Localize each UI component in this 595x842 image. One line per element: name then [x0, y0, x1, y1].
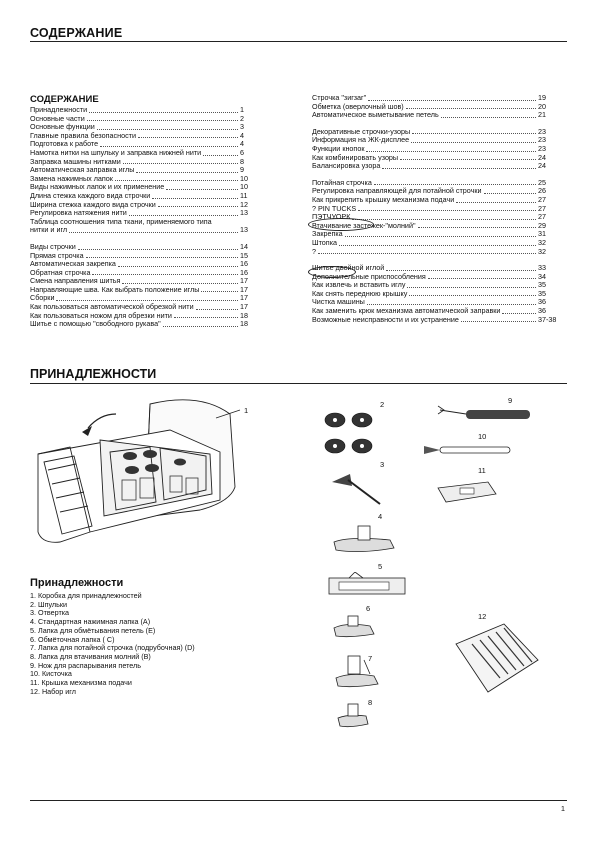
toc-entry-title: Чистка машины [312, 297, 365, 307]
toc-leader-dots [122, 283, 238, 284]
toc-entry-page: 16 [240, 259, 248, 269]
toc-entry-title: Как пользоваться ножом для обрезки нити [30, 310, 172, 320]
toc-leader-dots [174, 317, 238, 318]
toc-leader-dots [100, 146, 238, 147]
blind-hem-foot-illustration [330, 650, 385, 690]
section-rule [30, 383, 567, 384]
overcasting-foot-illustration [330, 612, 380, 642]
toc-entry[interactable] [312, 162, 562, 171]
toc-leader-dots [412, 133, 536, 134]
callout-7: 7 [368, 654, 373, 663]
toc-leader-dots [368, 100, 536, 101]
toc-leader-dots [196, 309, 238, 310]
toc-entry-title: Возможные неисправности и их устранение [312, 314, 459, 324]
toc-entry-page: 15 [240, 250, 248, 260]
toc-entry-title: Заправка машины нитками [30, 156, 121, 166]
bobbins-illustration [322, 410, 382, 460]
toc-entry-page: 36 [538, 297, 546, 307]
toc-entry-page: 27 [538, 194, 546, 204]
toc-leader-dots [374, 184, 536, 185]
toc-entry-page: 23 [538, 143, 546, 153]
needle-set-illustration [452, 620, 542, 700]
toc-entry-page: 13 [240, 225, 248, 235]
toc-leader-dots [201, 291, 238, 292]
toc-entry-page: 36 [538, 306, 546, 316]
accessory-item: 2. Шпульки [30, 599, 68, 609]
toc-entry[interactable] [30, 286, 264, 295]
accessories-section-title: ПРИНАДЛЕЖНОСТИ [30, 367, 157, 381]
toc-entry-page: 6 [240, 147, 244, 157]
toc-entry[interactable] [312, 248, 562, 257]
toc-entry-title: Направляющие шва. Как выбрать положение иглы [30, 284, 200, 294]
toc-entry-title: Строчка "зигзаг" [312, 93, 367, 102]
toc-leader-dots [407, 287, 536, 288]
toc-entry-page: 29 [538, 220, 546, 230]
page-number: 1 [560, 804, 565, 813]
toc-entry-title: Обратная строчка [30, 267, 91, 277]
toc-entry-title: Как снять переднюю крышку [312, 288, 408, 298]
toc-leader-dots [87, 120, 238, 121]
toc-entry-title: Автоматическое выметывание петель [312, 110, 439, 120]
toc-entry[interactable] [312, 316, 562, 325]
toc-entry-title: Обметка (оверлочный шов) [312, 101, 404, 111]
toc-entry-page: 8 [240, 156, 244, 166]
toc-entry-page: 35 [538, 288, 546, 298]
toc-leader-dots [400, 159, 536, 160]
header-rule [30, 41, 567, 42]
toc-entry-title: Автоматическая закрепка [30, 259, 116, 269]
toc-entry-title: Автоматическая заправка иглы [30, 165, 135, 175]
toc-entry-page: 14 [240, 241, 248, 251]
toc-entry-title: Сборки [30, 293, 55, 303]
brush-illustration [420, 440, 520, 460]
accessory-item: 7. Лапка для потайной строчка (подрубочная) (D) [30, 643, 195, 653]
toc-entry-page: 26 [538, 186, 546, 196]
toc-leader-dots [123, 163, 238, 164]
toc-leader-dots [339, 245, 536, 246]
callout-3: 3 [380, 460, 385, 469]
toc-entry-page: 17 [240, 284, 248, 294]
toc-entry-title: Принадлежности [30, 105, 88, 114]
toc-entry-title: Втачивание застежек-"молний" [312, 220, 416, 230]
toc-entry-page: 32 [538, 237, 546, 247]
toc-entry-page: 32 [538, 246, 546, 256]
toc-leader-dots [358, 210, 536, 211]
toc-entry-page: 18 [240, 319, 248, 329]
toc-leader-dots [406, 108, 536, 109]
toc-entry-page: 37-38 [538, 314, 557, 324]
accessory-item: 11. Крышка механизма подачи [30, 678, 132, 688]
toc-entry-page: 23 [538, 126, 546, 136]
toc-entry-page: 13 [240, 208, 248, 218]
toc-entry-title: Штопка [312, 237, 337, 247]
callout-8: 8 [368, 698, 373, 707]
toc-entry-title: Длина стежка каждого вида строчки [30, 190, 151, 200]
toc-entry-page: 4 [240, 130, 244, 140]
toc-entry-page: 2 [240, 113, 244, 123]
toc-left-column [30, 94, 264, 329]
toc-entry-page: 20 [538, 101, 546, 111]
callout-12: 12 [478, 612, 487, 621]
seam-ripper-illustration [436, 400, 536, 430]
toc-leader-dots [502, 313, 536, 314]
toc-entry-page: 24 [538, 152, 546, 162]
callout-2: 2 [380, 400, 385, 409]
callout-4: 4 [378, 512, 383, 521]
toc-leader-dots [136, 172, 238, 173]
toc-entry-page: 23 [538, 135, 546, 145]
toc-entry-title: Декоративные строчки-узоры [312, 126, 411, 136]
callout-10: 10 [478, 432, 487, 441]
toc-entry-title: Таблица соотношения типа ткани, применяемого типа [30, 216, 212, 226]
toc-entry-title: Регулировка направляющей для потайной строчки [312, 186, 482, 196]
toc-leader-dots [382, 168, 536, 169]
toc-leader-dots [92, 274, 238, 275]
toc-entry-title: Балансировка узора [312, 161, 381, 171]
accessory-item: 12. Набор игл [30, 686, 76, 696]
toc-entry-title: ? PIN TUCKS [312, 203, 357, 213]
toc-entry[interactable] [30, 226, 264, 235]
question-circle-mark [308, 266, 356, 278]
accessory-item: 3. Отвертка [30, 608, 70, 618]
page-title: СОДЕРЖАНИЕ [30, 26, 123, 40]
toc-entry-title: Шитье с помощью "свободного рукава" [30, 319, 161, 329]
toc-leader-dots [461, 321, 536, 322]
toc-entry-title: Как комбинировать узоры [312, 152, 399, 162]
toc-entry-page: 4 [240, 139, 244, 149]
pin-tucks-circle-mark [308, 218, 374, 231]
toc-leader-dots [86, 257, 238, 258]
toc-entry-title: Подготовка к работе [30, 139, 99, 149]
accessories-list-title: Принадлежности [30, 577, 124, 589]
toc-entry-page: 27 [538, 203, 546, 213]
toc-leader-dots [97, 129, 238, 130]
accessory-item: 6. Обмёточная лапка ( С) [30, 634, 115, 644]
callout-11: 11 [478, 466, 486, 475]
toc-entry-page: 24 [538, 161, 546, 171]
toc-leader-dots [409, 295, 536, 296]
toc-leader-dots [129, 215, 238, 216]
screwdriver-illustration [328, 470, 388, 510]
toc-entry-page: 17 [240, 293, 248, 303]
toc-heading: СОДЕРЖАНИЕ [30, 94, 99, 105]
toc-entry-page: 11 [240, 190, 248, 200]
callout-5: 5 [378, 562, 383, 571]
toc-entry-title: Как извлечь и вставить иглу [312, 280, 406, 290]
standard-foot-illustration [330, 520, 400, 560]
toc-entry-title: нитки и игл [30, 225, 68, 235]
toc-leader-dots [352, 219, 536, 220]
toc-leader-dots [441, 117, 536, 118]
toc-entry-title: Как прикрепить крышку механизма подачи [312, 194, 455, 204]
buttonhole-foot-illustration [325, 572, 410, 602]
toc-entry-page: 33 [538, 263, 546, 273]
toc-leader-dots [386, 270, 536, 271]
toc-entry-title: Намотка нитки на шпульку и заправка нижней нити [30, 147, 202, 157]
toc-entry-title: Главные правила безопасности [30, 130, 136, 140]
toc-entry-title: Виды нажимных лапок и их применение [30, 182, 165, 192]
footer-rule [30, 800, 567, 801]
toc-leader-dots [138, 137, 238, 138]
accessory-item: 9. Нож для распарывания петель [30, 660, 141, 670]
toc-entry-title: ? [312, 246, 316, 256]
toc-entry-page: 17 [240, 276, 248, 286]
toc-entry-page: 31 [538, 229, 546, 239]
accessory-item: 8. Лапка для втачивания молний (В) [30, 651, 151, 661]
toc-entry-page: 27 [538, 212, 546, 222]
toc-entry-title: Как заменить крюк механизма автоматической заправки [312, 306, 501, 316]
accessory-item: 1. Коробка для принадлежностей [30, 591, 142, 600]
toc-entry-title: Функции кнопок [312, 143, 365, 153]
toc-entry[interactable] [312, 239, 562, 248]
toc-entry-title: Закрепка [312, 229, 343, 239]
toc-entry-title: Шитье двойной иглой [312, 263, 385, 273]
toc-entry-page: 17 [240, 302, 248, 312]
toc-leader-dots [203, 155, 238, 156]
toc-entry-title: Прямая строчка [30, 250, 84, 260]
accessory-box-illustration [30, 392, 260, 562]
toc-entry-title: Регулировка натяжения нити [30, 208, 127, 218]
callout-6: 6 [366, 604, 371, 613]
toc-leader-dots [152, 198, 238, 199]
toc-leader-dots [118, 266, 238, 267]
toc-right-column [312, 94, 562, 324]
toc-entry-page: 18 [240, 310, 248, 320]
toc-entry-title: Основные функции [30, 122, 95, 132]
toc-entry[interactable] [312, 230, 562, 239]
toc-entry-page: 16 [240, 267, 248, 277]
toc-leader-dots [411, 142, 536, 143]
toc-entry-page: 21 [538, 110, 546, 120]
toc-leader-dots [318, 253, 536, 254]
toc-entry-page: 3 [240, 122, 244, 132]
callout-9: 9 [508, 396, 513, 405]
accessory-item: 5. Лапка для обмётывания петель (Е) [30, 625, 156, 635]
toc-leader-dots [484, 193, 536, 194]
toc-entry-title: Как пользоваться автоматической обрезкой нити [30, 302, 194, 312]
toc-leader-dots [428, 278, 536, 279]
toc-leader-dots [163, 326, 238, 327]
toc-entry-page: 35 [538, 280, 546, 290]
toc-leader-dots [367, 304, 536, 305]
toc-entry-title: Информация на ЖК-дисплее [312, 135, 410, 145]
accessory-item: 4. Стандартная нажимная лапка (А) [30, 617, 151, 627]
accessories-list [30, 577, 280, 696]
toc-entry-title: Смена направления шитья [30, 276, 121, 286]
toc-entry-title: Замена нажимных лапок [30, 173, 113, 183]
toc-leader-dots [69, 232, 238, 233]
toc-leader-dots [56, 300, 238, 301]
toc-leader-dots [115, 180, 238, 181]
feed-dog-cover-illustration [432, 478, 502, 508]
toc-entry-title: Основные части [30, 113, 85, 123]
toc-entry-title: Дополнительные приспособления [312, 271, 426, 281]
toc-leader-dots [366, 151, 536, 152]
toc-entry-page: 1 [240, 105, 244, 114]
toc-leader-dots [158, 206, 238, 207]
toc-entry-title: Виды строчки [30, 241, 76, 251]
toc-entry-page: 10 [240, 173, 248, 183]
accessory-item: 10. Кисточка [30, 669, 72, 679]
toc-leader-dots [89, 112, 238, 113]
toc-entry[interactable] [312, 111, 562, 120]
toc-entry-page: 10 [240, 182, 248, 192]
toc-entry-page: 19 [538, 93, 546, 102]
toc-leader-dots [166, 189, 238, 190]
toc-entry-page: 25 [538, 177, 546, 187]
toc-leader-dots [78, 249, 238, 250]
toc-entry-title: Потайная строчка [312, 177, 372, 187]
toc-entry-page: 9 [240, 165, 244, 175]
toc-leader-dots [456, 202, 536, 203]
toc-entry-title: ПЭТЧУОРК [312, 212, 351, 222]
toc-entry[interactable] [30, 320, 264, 329]
toc-leader-dots [345, 236, 536, 237]
toc-entry-page: 34 [538, 271, 546, 281]
toc-leader-dots [418, 227, 536, 228]
toc-entry-page: 12 [240, 199, 248, 209]
callout-1: 1 [244, 406, 249, 415]
toc-entry-title: Ширина стежка каждого вида строчки [30, 199, 156, 209]
